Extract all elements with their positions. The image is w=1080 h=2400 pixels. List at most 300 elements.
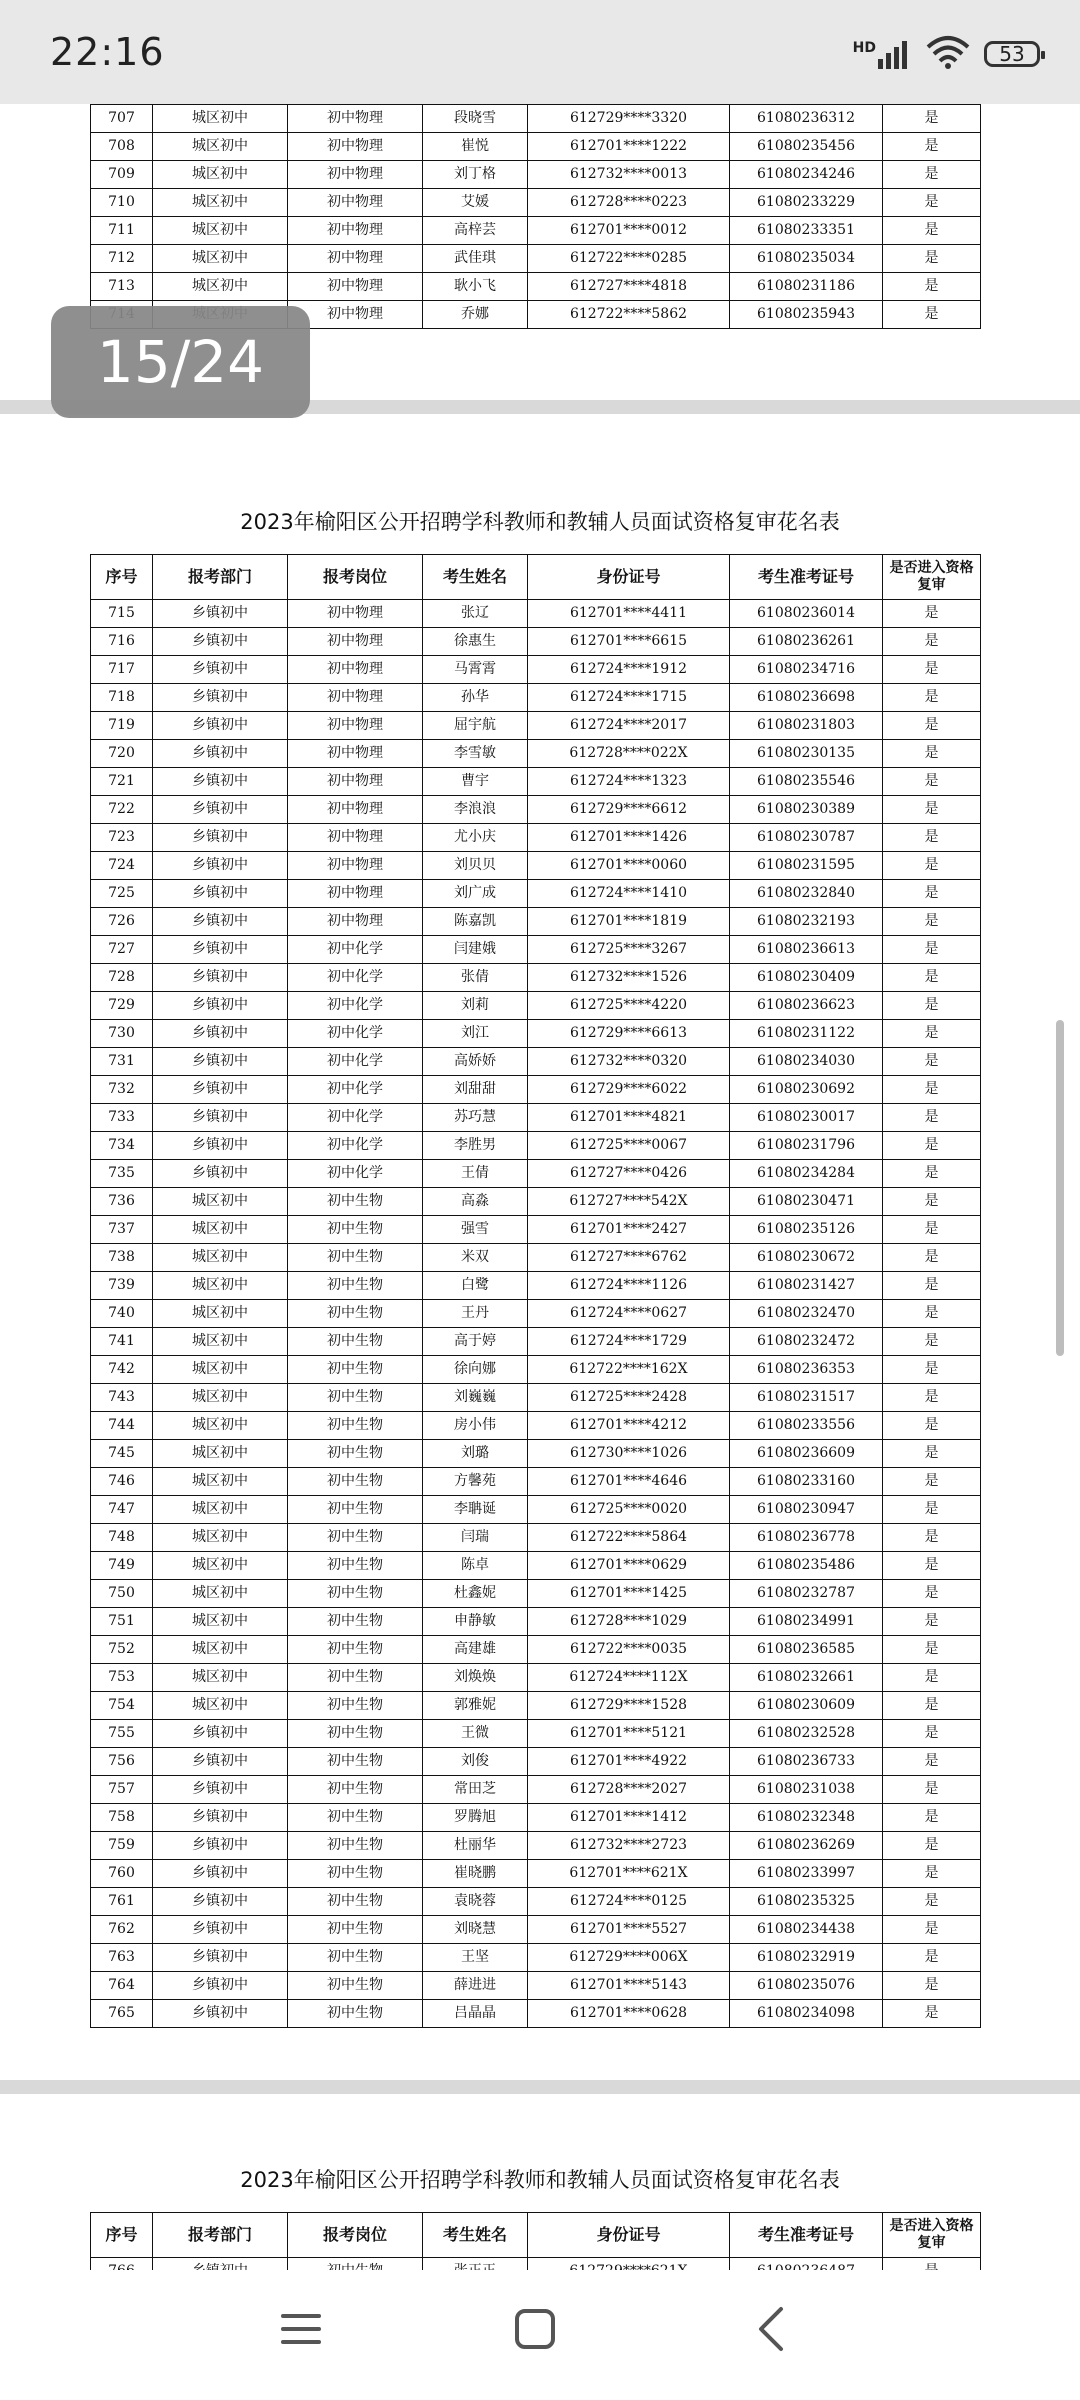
table-row bbox=[91, 1300, 981, 1328]
cell-ticket: 61080232661 bbox=[730, 1664, 883, 1692]
cell-ticket: 61080232470 bbox=[730, 1300, 883, 1328]
cell-post: 初中化学 bbox=[288, 1076, 423, 1104]
cell-name: 苏巧慧 bbox=[423, 1104, 528, 1132]
cell-dept: 乡镇初中 bbox=[153, 656, 288, 684]
status-icons bbox=[853, 34, 1040, 74]
cell-review: 是 bbox=[883, 684, 981, 712]
cell-id: 612701****4646 bbox=[528, 1468, 730, 1496]
menu-button[interactable] bbox=[256, 2294, 346, 2364]
cell-ticket: 61080230389 bbox=[730, 796, 883, 824]
cell-dept: 乡镇初中 bbox=[153, 1972, 288, 2000]
scrollbar[interactable] bbox=[1056, 1020, 1064, 1356]
cell-dept: 乡镇初中 bbox=[153, 712, 288, 740]
cell-review: 是 bbox=[883, 1020, 981, 1048]
cell-post: 初中生物 bbox=[288, 1300, 423, 1328]
doc-title-next: 2023年榆阳区公开招聘学科教师和教辅人员面试资格复审花名表 bbox=[240, 2168, 840, 2192]
cell-index: 740 bbox=[91, 1300, 153, 1328]
cell-post: 初中化学 bbox=[288, 964, 423, 992]
cell-ticket: 61080231803 bbox=[730, 712, 883, 740]
cell-dept: 乡镇初中 bbox=[153, 1888, 288, 1916]
cell-id: 612701****5121 bbox=[528, 1720, 730, 1748]
cell-dept: 乡镇初中 bbox=[153, 1832, 288, 1860]
cell-index: 750 bbox=[91, 1580, 153, 1608]
cell-dept: 城区初中 bbox=[153, 1216, 288, 1244]
cell-name: 郭雅妮 bbox=[423, 1692, 528, 1720]
cell-ticket: 61080233229 bbox=[730, 189, 883, 217]
table-row bbox=[91, 1272, 981, 1300]
cell-dept: 城区初中 bbox=[153, 1412, 288, 1440]
cell-id: 612724****1912 bbox=[528, 656, 730, 684]
cell-index: 734 bbox=[91, 1132, 153, 1160]
home-button[interactable] bbox=[490, 2294, 580, 2364]
table-row bbox=[91, 133, 981, 161]
table-row bbox=[91, 1160, 981, 1188]
cell-id: 612727****6762 bbox=[528, 1244, 730, 1272]
col-header-dept: 报考部门 bbox=[153, 555, 288, 600]
cell-id: 612724****2017 bbox=[528, 712, 730, 740]
cell-review: 是 bbox=[883, 1636, 981, 1664]
doc-title: 2023年榆阳区公开招聘学科教师和教辅人员面试资格复审花名表 bbox=[240, 510, 840, 534]
cell-index: 709 bbox=[91, 161, 153, 189]
cell-review: 是 bbox=[883, 1244, 981, 1272]
cell-name: 艾媛 bbox=[423, 189, 528, 217]
cell-index: 712 bbox=[91, 245, 153, 273]
cell-ticket: 61080232193 bbox=[730, 908, 883, 936]
table-row bbox=[91, 1748, 981, 1776]
cell-post: 初中化学 bbox=[288, 1020, 423, 1048]
table-row bbox=[91, 1328, 981, 1356]
cell-ticket: 61080230135 bbox=[730, 740, 883, 768]
cell-review: 是 bbox=[883, 2000, 981, 2028]
cell-name: 王倩 bbox=[423, 1160, 528, 1188]
cell-review: 是 bbox=[883, 1132, 981, 1160]
cell-name: 陈嘉凯 bbox=[423, 908, 528, 936]
cell-id: 612722****5862 bbox=[528, 301, 730, 329]
cell-index: 754 bbox=[91, 1692, 153, 1720]
cell-ticket: 61080232348 bbox=[730, 1804, 883, 1832]
cell-ticket: 61080232840 bbox=[730, 880, 883, 908]
cell-review: 是 bbox=[883, 1048, 981, 1076]
cell-review: 是 bbox=[883, 1580, 981, 1608]
cell-index: 727 bbox=[91, 936, 153, 964]
cell-name: 李浪浪 bbox=[423, 796, 528, 824]
cell-name: 王坚 bbox=[423, 1944, 528, 1972]
cell-index: 743 bbox=[91, 1384, 153, 1412]
cell-name: 马霄霄 bbox=[423, 656, 528, 684]
table-row bbox=[91, 161, 981, 189]
cell-review: 是 bbox=[883, 712, 981, 740]
cell-post: 初中生物 bbox=[288, 1356, 423, 1384]
table-row bbox=[91, 1804, 981, 1832]
table-row bbox=[91, 1104, 981, 1132]
cell-name: 李雪敏 bbox=[423, 740, 528, 768]
cell-name: 刘巍巍 bbox=[423, 1384, 528, 1412]
cell-review: 是 bbox=[883, 992, 981, 1020]
hd-label: HD bbox=[852, 40, 876, 56]
cell-id: 612729****3320 bbox=[528, 105, 730, 133]
cell-post: 初中生物 bbox=[288, 1860, 423, 1888]
cell-id: 612732****0320 bbox=[528, 1048, 730, 1076]
cell-id: 612724****1126 bbox=[528, 1272, 730, 1300]
cell-ticket: 61080232919 bbox=[730, 1944, 883, 1972]
cell-post: 初中生物 bbox=[288, 1244, 423, 1272]
cell-id: 612701****1222 bbox=[528, 133, 730, 161]
cell-id: 612724****1729 bbox=[528, 1328, 730, 1356]
cell-ticket: 61080234991 bbox=[730, 1608, 883, 1636]
cell-name: 高建雄 bbox=[423, 1636, 528, 1664]
cell-post: 初中生物 bbox=[288, 1272, 423, 1300]
table-row bbox=[91, 1776, 981, 1804]
cell-review: 是 bbox=[883, 301, 981, 329]
table-row bbox=[91, 1944, 981, 1972]
cell-post: 初中物理 bbox=[288, 301, 423, 329]
cell-post: 初中化学 bbox=[288, 1104, 423, 1132]
table-row bbox=[91, 908, 981, 936]
col-header-id: 身份证号 bbox=[528, 555, 730, 600]
cell-post: 初中物理 bbox=[288, 105, 423, 133]
table-row bbox=[91, 1608, 981, 1636]
cell-name: 段晓雪 bbox=[423, 105, 528, 133]
cell-index: 761 bbox=[91, 1888, 153, 1916]
col-header-ticket: 考生准考证号 bbox=[730, 2213, 883, 2258]
cell-dept: 城区初中 bbox=[153, 1356, 288, 1384]
nav-bar bbox=[0, 2270, 1080, 2400]
wifi-icon bbox=[926, 35, 970, 73]
battery-icon: 53 bbox=[984, 41, 1040, 67]
cell-post: 初中生物 bbox=[288, 1608, 423, 1636]
cell-name: 刘莉 bbox=[423, 992, 528, 1020]
cell-ticket: 61080233351 bbox=[730, 217, 883, 245]
cell-dept: 乡镇初中 bbox=[153, 1048, 288, 1076]
cell-name: 申静敏 bbox=[423, 1608, 528, 1636]
cell-id: 612725****0067 bbox=[528, 1132, 730, 1160]
cell-id: 612725****0020 bbox=[528, 1496, 730, 1524]
table-row bbox=[91, 1496, 981, 1524]
cell-index: 742 bbox=[91, 1356, 153, 1384]
cell-review: 是 bbox=[883, 1272, 981, 1300]
table-row bbox=[91, 1720, 981, 1748]
cell-post: 初中生物 bbox=[288, 1916, 423, 1944]
cell-dept: 城区初中 bbox=[153, 1636, 288, 1664]
cell-ticket: 61080232528 bbox=[730, 1720, 883, 1748]
col-header-name: 考生姓名 bbox=[423, 555, 528, 600]
cell-index: 723 bbox=[91, 824, 153, 852]
cell-name: 白鹭 bbox=[423, 1272, 528, 1300]
cell-post: 初中物理 bbox=[288, 768, 423, 796]
cell-review: 是 bbox=[883, 1412, 981, 1440]
cell-post: 初中生物 bbox=[288, 1552, 423, 1580]
table-row bbox=[91, 1916, 981, 1944]
cell-dept: 乡镇初中 bbox=[153, 2000, 288, 2028]
cell-review: 是 bbox=[883, 852, 981, 880]
table-row bbox=[91, 1468, 981, 1496]
cell-review: 是 bbox=[883, 1608, 981, 1636]
cell-name: 闫建娥 bbox=[423, 936, 528, 964]
cell-id: 612729****1528 bbox=[528, 1692, 730, 1720]
cell-dept: 乡镇初中 bbox=[153, 964, 288, 992]
cell-review: 是 bbox=[883, 824, 981, 852]
cell-review: 是 bbox=[883, 273, 981, 301]
cell-id: 612727****0426 bbox=[528, 1160, 730, 1188]
cell-post: 初中物理 bbox=[288, 880, 423, 908]
cell-name: 刘广成 bbox=[423, 880, 528, 908]
cell-dept: 城区初中 bbox=[153, 1580, 288, 1608]
cell-ticket: 61080234284 bbox=[730, 1160, 883, 1188]
cell-index: 720 bbox=[91, 740, 153, 768]
cell-name: 吕晶晶 bbox=[423, 2000, 528, 2028]
col-header-id: 身份证号 bbox=[528, 2213, 730, 2258]
cell-dept: 乡镇初中 bbox=[153, 1020, 288, 1048]
cell-ticket: 61080230787 bbox=[730, 824, 883, 852]
cell-id: 612701****1425 bbox=[528, 1580, 730, 1608]
cell-review: 是 bbox=[883, 1888, 981, 1916]
table-row bbox=[91, 1692, 981, 1720]
cell-review: 是 bbox=[883, 1076, 981, 1104]
cell-index: 736 bbox=[91, 1188, 153, 1216]
cell-ticket: 61080232472 bbox=[730, 1328, 883, 1356]
cell-review: 是 bbox=[883, 1188, 981, 1216]
cell-review: 是 bbox=[883, 1664, 981, 1692]
cell-review: 是 bbox=[883, 1216, 981, 1244]
cell-index: 707 bbox=[91, 105, 153, 133]
cell-review: 是 bbox=[883, 217, 981, 245]
cell-dept: 城区初中 bbox=[153, 161, 288, 189]
cell-review: 是 bbox=[883, 1468, 981, 1496]
cell-id: 612728****022X bbox=[528, 740, 730, 768]
cell-id: 612701****621X bbox=[528, 1860, 730, 1888]
col-header-dept: 报考部门 bbox=[153, 2213, 288, 2258]
cell-name: 尤小庆 bbox=[423, 824, 528, 852]
cell-ticket: 61080236261 bbox=[730, 628, 883, 656]
cell-post: 初中生物 bbox=[288, 1440, 423, 1468]
cell-ticket: 61080235486 bbox=[730, 1552, 883, 1580]
cell-review: 是 bbox=[883, 656, 981, 684]
cell-dept: 乡镇初中 bbox=[153, 1804, 288, 1832]
cell-index: 726 bbox=[91, 908, 153, 936]
cell-name: 袁晓蓉 bbox=[423, 1888, 528, 1916]
cell-ticket: 61080234030 bbox=[730, 1048, 883, 1076]
table-row bbox=[91, 1132, 981, 1160]
cell-dept: 城区初中 bbox=[153, 1440, 288, 1468]
cell-review: 是 bbox=[883, 161, 981, 189]
cell-index: 758 bbox=[91, 1804, 153, 1832]
cell-post: 初中物理 bbox=[288, 740, 423, 768]
cell-ticket: 61080230471 bbox=[730, 1188, 883, 1216]
cell-name: 高淼 bbox=[423, 1188, 528, 1216]
cell-name: 陈卓 bbox=[423, 1552, 528, 1580]
cell-index: 731 bbox=[91, 1048, 153, 1076]
cell-ticket: 61080234716 bbox=[730, 656, 883, 684]
cell-post: 初中物理 bbox=[288, 133, 423, 161]
cell-review: 是 bbox=[883, 1356, 981, 1384]
cell-review: 是 bbox=[883, 1160, 981, 1188]
cell-post: 初中物理 bbox=[288, 273, 423, 301]
col-header-review: 是否进入资格复审 bbox=[883, 555, 981, 600]
table-row bbox=[91, 245, 981, 273]
cell-post: 初中物理 bbox=[288, 712, 423, 740]
cell-id: 612728****1029 bbox=[528, 1608, 730, 1636]
cell-dept: 乡镇初中 bbox=[153, 600, 288, 628]
cell-name: 房小伟 bbox=[423, 1412, 528, 1440]
cell-name: 米双 bbox=[423, 1244, 528, 1272]
cell-review: 是 bbox=[883, 1916, 981, 1944]
cell-index: 760 bbox=[91, 1860, 153, 1888]
cell-ticket: 61080235034 bbox=[730, 245, 883, 273]
top-table bbox=[90, 104, 981, 329]
cell-dept: 城区初中 bbox=[153, 189, 288, 217]
cell-id: 612725****3267 bbox=[528, 936, 730, 964]
table-row bbox=[91, 600, 981, 628]
cell-review: 是 bbox=[883, 768, 981, 796]
cell-ticket: 61080231517 bbox=[730, 1384, 883, 1412]
cell-ticket: 61080236623 bbox=[730, 992, 883, 1020]
table-row bbox=[91, 964, 981, 992]
cell-id: 612701****0060 bbox=[528, 852, 730, 880]
cell-id: 612701****0629 bbox=[528, 1552, 730, 1580]
cell-index: 749 bbox=[91, 1552, 153, 1580]
table-row bbox=[91, 217, 981, 245]
cell-post: 初中物理 bbox=[288, 796, 423, 824]
document-viewer[interactable] bbox=[0, 104, 1080, 2270]
cell-review: 是 bbox=[883, 1972, 981, 2000]
cell-post: 初中物理 bbox=[288, 852, 423, 880]
cell-index: 753 bbox=[91, 1664, 153, 1692]
cell-review: 是 bbox=[883, 1832, 981, 1860]
back-icon bbox=[751, 2305, 791, 2353]
signal-icon bbox=[853, 39, 912, 69]
cell-review: 是 bbox=[883, 1692, 981, 1720]
cell-index: 741 bbox=[91, 1328, 153, 1356]
table-row bbox=[91, 1636, 981, 1664]
cell-dept: 乡镇初中 bbox=[153, 880, 288, 908]
page-15 bbox=[0, 414, 1080, 2174]
cell-index: 711 bbox=[91, 217, 153, 245]
cell-post: 初中生物 bbox=[288, 1216, 423, 1244]
cell-post: 初中物理 bbox=[288, 189, 423, 217]
cell-ticket: 61080236778 bbox=[730, 1524, 883, 1552]
cell-review: 是 bbox=[883, 189, 981, 217]
cell-id: 612722****0035 bbox=[528, 1636, 730, 1664]
cell-review: 是 bbox=[883, 1552, 981, 1580]
cell-dept: 乡镇初中 bbox=[153, 1776, 288, 1804]
cell-index: 724 bbox=[91, 852, 153, 880]
cell-id: 612701****1412 bbox=[528, 1804, 730, 1832]
cell-index: 715 bbox=[91, 600, 153, 628]
cell-index: 745 bbox=[91, 1440, 153, 1468]
col-header-index: 序号 bbox=[91, 2213, 153, 2258]
cell-dept: 城区初中 bbox=[153, 1244, 288, 1272]
cell-index: 735 bbox=[91, 1160, 153, 1188]
clock: 22:16 bbox=[50, 30, 165, 74]
table-row bbox=[91, 628, 981, 656]
table-row bbox=[91, 1860, 981, 1888]
cell-id: 612701****6615 bbox=[528, 628, 730, 656]
cell-post: 初中物理 bbox=[288, 908, 423, 936]
cell-ticket: 61080231186 bbox=[730, 273, 883, 301]
cell-index: 748 bbox=[91, 1524, 153, 1552]
cell-post: 初中生物 bbox=[288, 1832, 423, 1860]
cell-post: 初中生物 bbox=[288, 1580, 423, 1608]
cell-post: 初中物理 bbox=[288, 628, 423, 656]
cell-dept: 乡镇初中 bbox=[153, 1748, 288, 1776]
cell-ticket: 61080236312 bbox=[730, 105, 883, 133]
cell-post: 初中生物 bbox=[288, 1384, 423, 1412]
cell-post: 初中生物 bbox=[288, 1804, 423, 1832]
cell-id: 612722****162X bbox=[528, 1356, 730, 1384]
cell-ticket: 61080236014 bbox=[730, 600, 883, 628]
col-header-post: 报考岗位 bbox=[288, 555, 423, 600]
table-row bbox=[91, 1412, 981, 1440]
table-header-row bbox=[91, 2213, 981, 2258]
cell-review: 是 bbox=[883, 105, 981, 133]
table-row bbox=[91, 1188, 981, 1216]
cell-ticket: 61080232787 bbox=[730, 1580, 883, 1608]
cell-post: 初中化学 bbox=[288, 992, 423, 1020]
table-row bbox=[91, 852, 981, 880]
cell-id: 612727****542X bbox=[528, 1188, 730, 1216]
cell-name: 屈宇航 bbox=[423, 712, 528, 740]
cell-id: 612701****2427 bbox=[528, 1216, 730, 1244]
cell-index: 759 bbox=[91, 1832, 153, 1860]
cell-post: 初中生物 bbox=[288, 1692, 423, 1720]
cell-dept: 城区初中 bbox=[153, 245, 288, 273]
table-row bbox=[91, 1888, 981, 1916]
cell-post: 初中生物 bbox=[288, 1524, 423, 1552]
cell-id: 612724****0627 bbox=[528, 1300, 730, 1328]
cell-name: 高娇娇 bbox=[423, 1048, 528, 1076]
back-button[interactable] bbox=[726, 2294, 816, 2364]
status-bar bbox=[0, 0, 1080, 104]
cell-post: 初中物理 bbox=[288, 245, 423, 273]
col-header-name: 考生姓名 bbox=[423, 2213, 528, 2258]
cell-ticket: 61080236353 bbox=[730, 1356, 883, 1384]
cell-review: 是 bbox=[883, 1104, 981, 1132]
cell-id: 612732****0013 bbox=[528, 161, 730, 189]
table-row bbox=[91, 880, 981, 908]
table-row bbox=[91, 1048, 981, 1076]
cell-index: 739 bbox=[91, 1272, 153, 1300]
table-row bbox=[91, 936, 981, 964]
table-row bbox=[91, 1216, 981, 1244]
cell-dept: 城区初中 bbox=[153, 1608, 288, 1636]
cell-name: 曹宇 bbox=[423, 768, 528, 796]
table-row bbox=[91, 105, 981, 133]
cell-ticket: 61080233997 bbox=[730, 1860, 883, 1888]
cell-index: 728 bbox=[91, 964, 153, 992]
table-row bbox=[91, 740, 981, 768]
cell-post: 初中生物 bbox=[288, 1496, 423, 1524]
cell-dept: 乡镇初中 bbox=[153, 824, 288, 852]
table-row bbox=[91, 1440, 981, 1468]
cell-post: 初中生物 bbox=[288, 1468, 423, 1496]
cell-dept: 城区初中 bbox=[153, 1496, 288, 1524]
cell-post: 初中生物 bbox=[288, 1720, 423, 1748]
cell-ticket: 61080231427 bbox=[730, 1272, 883, 1300]
page-separator bbox=[0, 2080, 1080, 2094]
cell-dept: 乡镇初中 bbox=[153, 740, 288, 768]
table-row bbox=[91, 1552, 981, 1580]
cell-id: 612701****0628 bbox=[528, 2000, 730, 2028]
col-header-review: 是否进入资格复审 bbox=[883, 2213, 981, 2258]
cell-id: 612701****4922 bbox=[528, 1748, 730, 1776]
cell-review: 是 bbox=[883, 1804, 981, 1832]
cell-ticket: 61080233556 bbox=[730, 1412, 883, 1440]
table-row bbox=[91, 1244, 981, 1272]
menu-icon bbox=[279, 2310, 323, 2348]
cell-dept: 城区初中 bbox=[153, 1328, 288, 1356]
cell-dept: 乡镇初中 bbox=[153, 992, 288, 1020]
cell-id: 612722****5864 bbox=[528, 1524, 730, 1552]
